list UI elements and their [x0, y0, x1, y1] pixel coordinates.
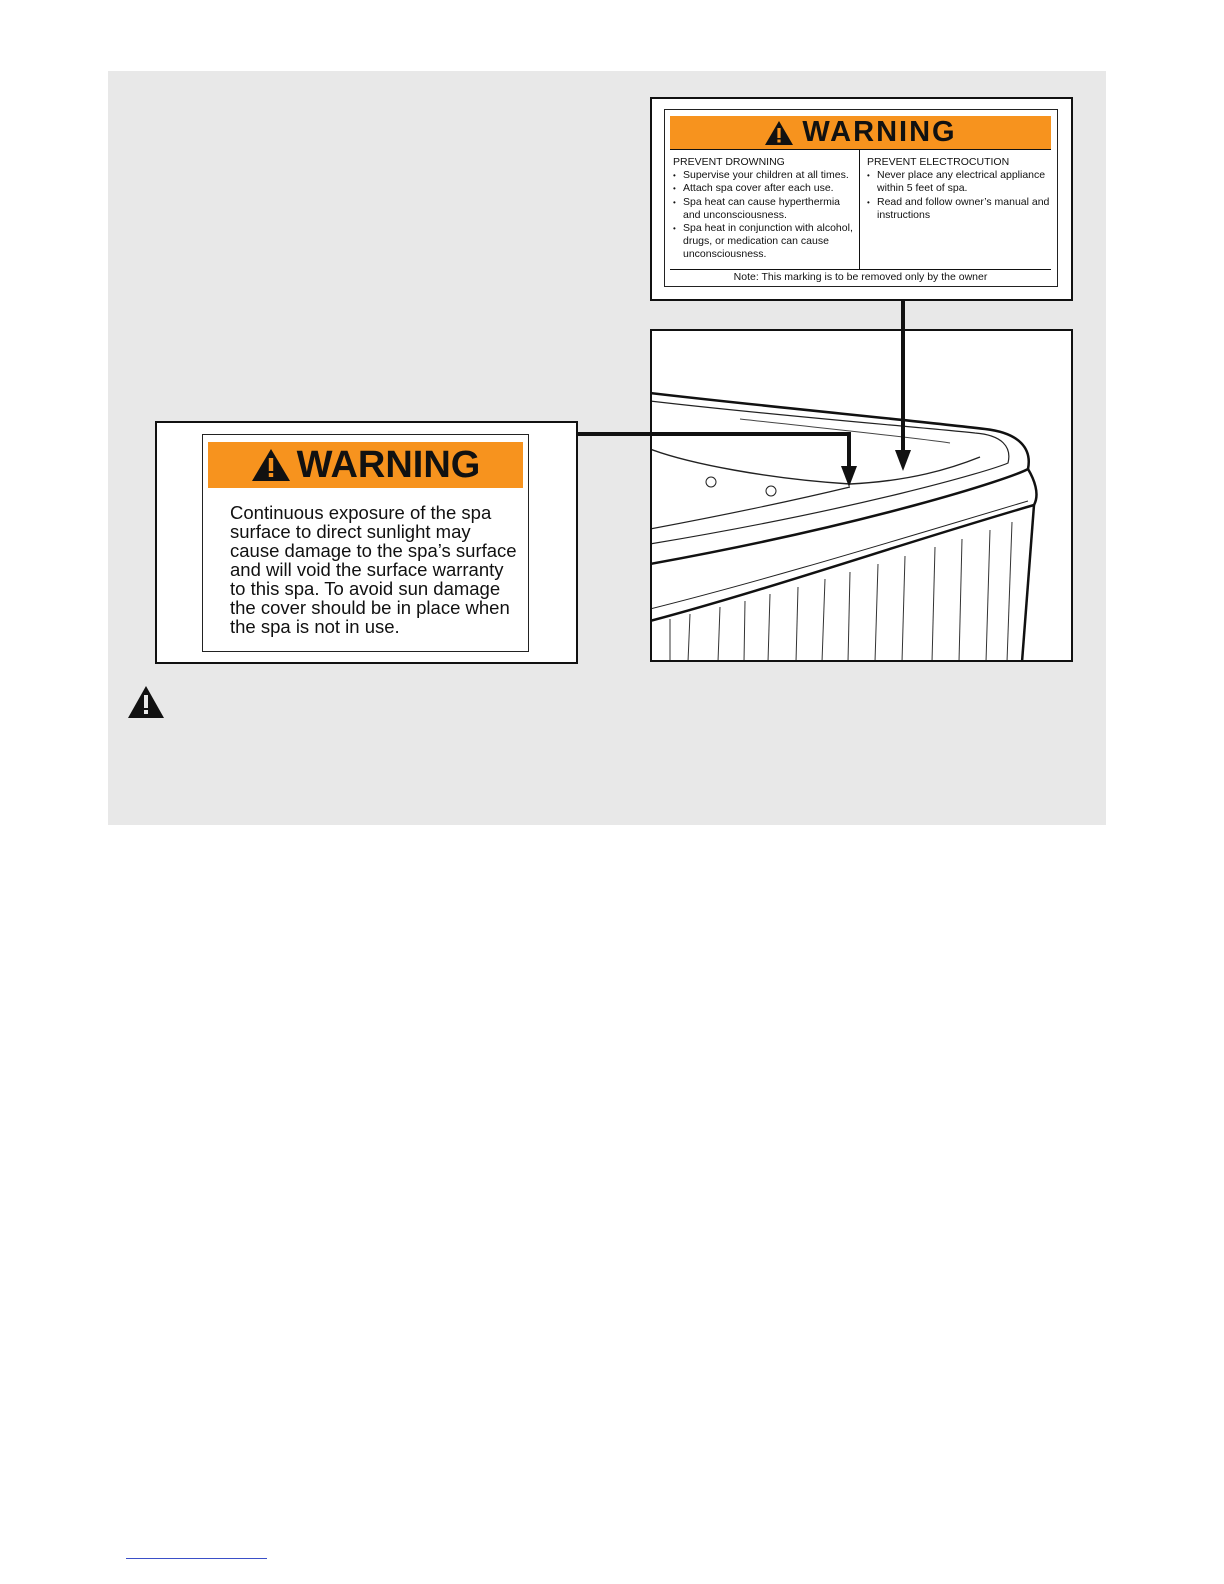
warning-title: WARNING: [296, 443, 481, 486]
drowning-item: • Supervise your children at all times.: [673, 169, 857, 182]
leader-arrows: [0, 0, 1224, 700]
drowning-item: • Attach spa cover after each use.: [673, 182, 857, 195]
warning-title: WARNING: [802, 116, 957, 148]
drowning-item: • Spa heat in conjunction with alcohol, drugs, or medication can cause unconsciousness.: [673, 222, 857, 262]
sun-exposure-text: Continuous exposure of the spa surface to direct sunlight may cause damage to the spa’s surface and will void the surface warranty to this spa. To avoid sun damage the cover should be in place when the spa is not in use.: [230, 502, 517, 637]
footer-rule: [126, 1558, 267, 1559]
electrocution-item: • Read and follow owner’s manual and instructions: [867, 196, 1055, 222]
drowning-heading: PREVENT DROWNING: [673, 156, 785, 168]
drowning-item: • Spa heat can cause hyperthermia and unconsciousness.: [673, 196, 857, 222]
warning-triangle-icon: [127, 685, 165, 719]
electrocution-item: • Never place any electrical appliance within 5 feet of spa.: [867, 169, 1055, 195]
removal-note: Note: This marking is to be removed only by the owner: [733, 271, 988, 283]
electrocution-heading: PREVENT ELECTROCUTION: [867, 156, 1010, 168]
